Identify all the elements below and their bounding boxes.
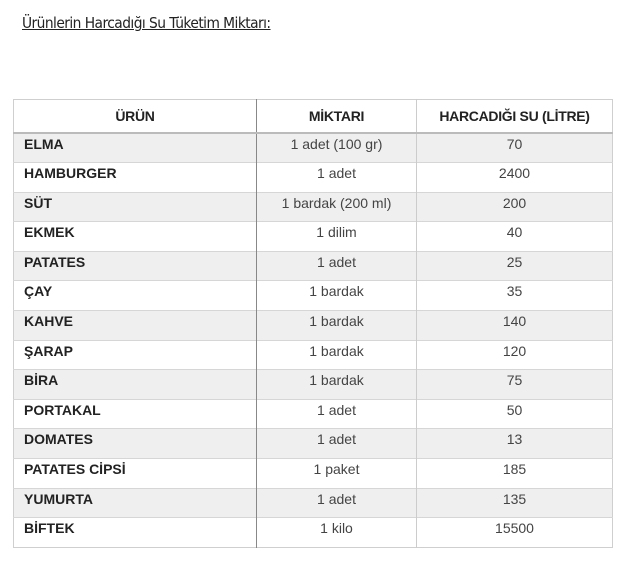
amount-cell: 1 paket: [257, 459, 417, 489]
water-cell: 25: [417, 251, 613, 281]
amount-cell: 1 adet: [257, 163, 417, 193]
table-row: [14, 399, 613, 429]
table-row: [14, 281, 613, 311]
water-consumption-table: [13, 99, 613, 548]
water-cell: 15500: [417, 518, 613, 548]
table-row: [14, 133, 613, 163]
product-cell: BİFTEK: [14, 518, 257, 548]
water-cell: 75: [417, 370, 613, 400]
page-title: Ürünlerin Harcadığı Su Tüketim Miktarı:: [22, 14, 271, 32]
amount-cell: 1 adet: [257, 251, 417, 281]
header-water: HARCADIĞI SU (LİTRE): [417, 100, 613, 134]
table-row: [14, 518, 613, 548]
amount-cell: 1 kilo: [257, 518, 417, 548]
header-amount: MİKTARI: [257, 100, 417, 134]
product-cell: YUMURTA: [14, 488, 257, 518]
amount-cell: 1 bardak: [257, 311, 417, 341]
amount-cell: 1 bardak (200 ml): [257, 192, 417, 222]
product-cell: ŞARAP: [14, 340, 257, 370]
amount-cell: 1 adet: [257, 399, 417, 429]
water-cell: 120: [417, 340, 613, 370]
table-header: [14, 100, 613, 134]
table-row: [14, 340, 613, 370]
amount-cell: 1 bardak: [257, 281, 417, 311]
product-cell: DOMATES: [14, 429, 257, 459]
amount-cell: 1 adet: [257, 429, 417, 459]
product-cell: SÜT: [14, 192, 257, 222]
amount-cell: 1 bardak: [257, 370, 417, 400]
amount-cell: 1 dilim: [257, 222, 417, 252]
product-cell: KAHVE: [14, 311, 257, 341]
table-row: [14, 370, 613, 400]
water-cell: 35: [417, 281, 613, 311]
table-row: [14, 488, 613, 518]
amount-cell: 1 adet: [257, 488, 417, 518]
table-row: [14, 163, 613, 193]
water-cell: 140: [417, 311, 613, 341]
water-cell: 70: [417, 133, 613, 163]
product-cell: ÇAY: [14, 281, 257, 311]
product-cell: EKMEK: [14, 222, 257, 252]
table-row: [14, 311, 613, 341]
product-cell: HAMBURGER: [14, 163, 257, 193]
product-cell: BİRA: [14, 370, 257, 400]
amount-cell: 1 adet (100 gr): [257, 133, 417, 163]
water-cell: 40: [417, 222, 613, 252]
product-cell: PATATES CİPSİ: [14, 459, 257, 489]
water-cell: 50: [417, 399, 613, 429]
water-cell: 2400: [417, 163, 613, 193]
amount-cell: 1 bardak: [257, 340, 417, 370]
water-cell: 135: [417, 488, 613, 518]
table-row: [14, 192, 613, 222]
header-product: ÜRÜN: [14, 100, 257, 134]
table-row: [14, 251, 613, 281]
table-row: [14, 222, 613, 252]
water-cell: 200: [417, 192, 613, 222]
table-row: [14, 429, 613, 459]
product-cell: ELMA: [14, 133, 257, 163]
product-cell: PATATES: [14, 251, 257, 281]
product-cell: PORTAKAL: [14, 399, 257, 429]
table-row: [14, 459, 613, 489]
water-cell: 13: [417, 429, 613, 459]
water-cell: 185: [417, 459, 613, 489]
